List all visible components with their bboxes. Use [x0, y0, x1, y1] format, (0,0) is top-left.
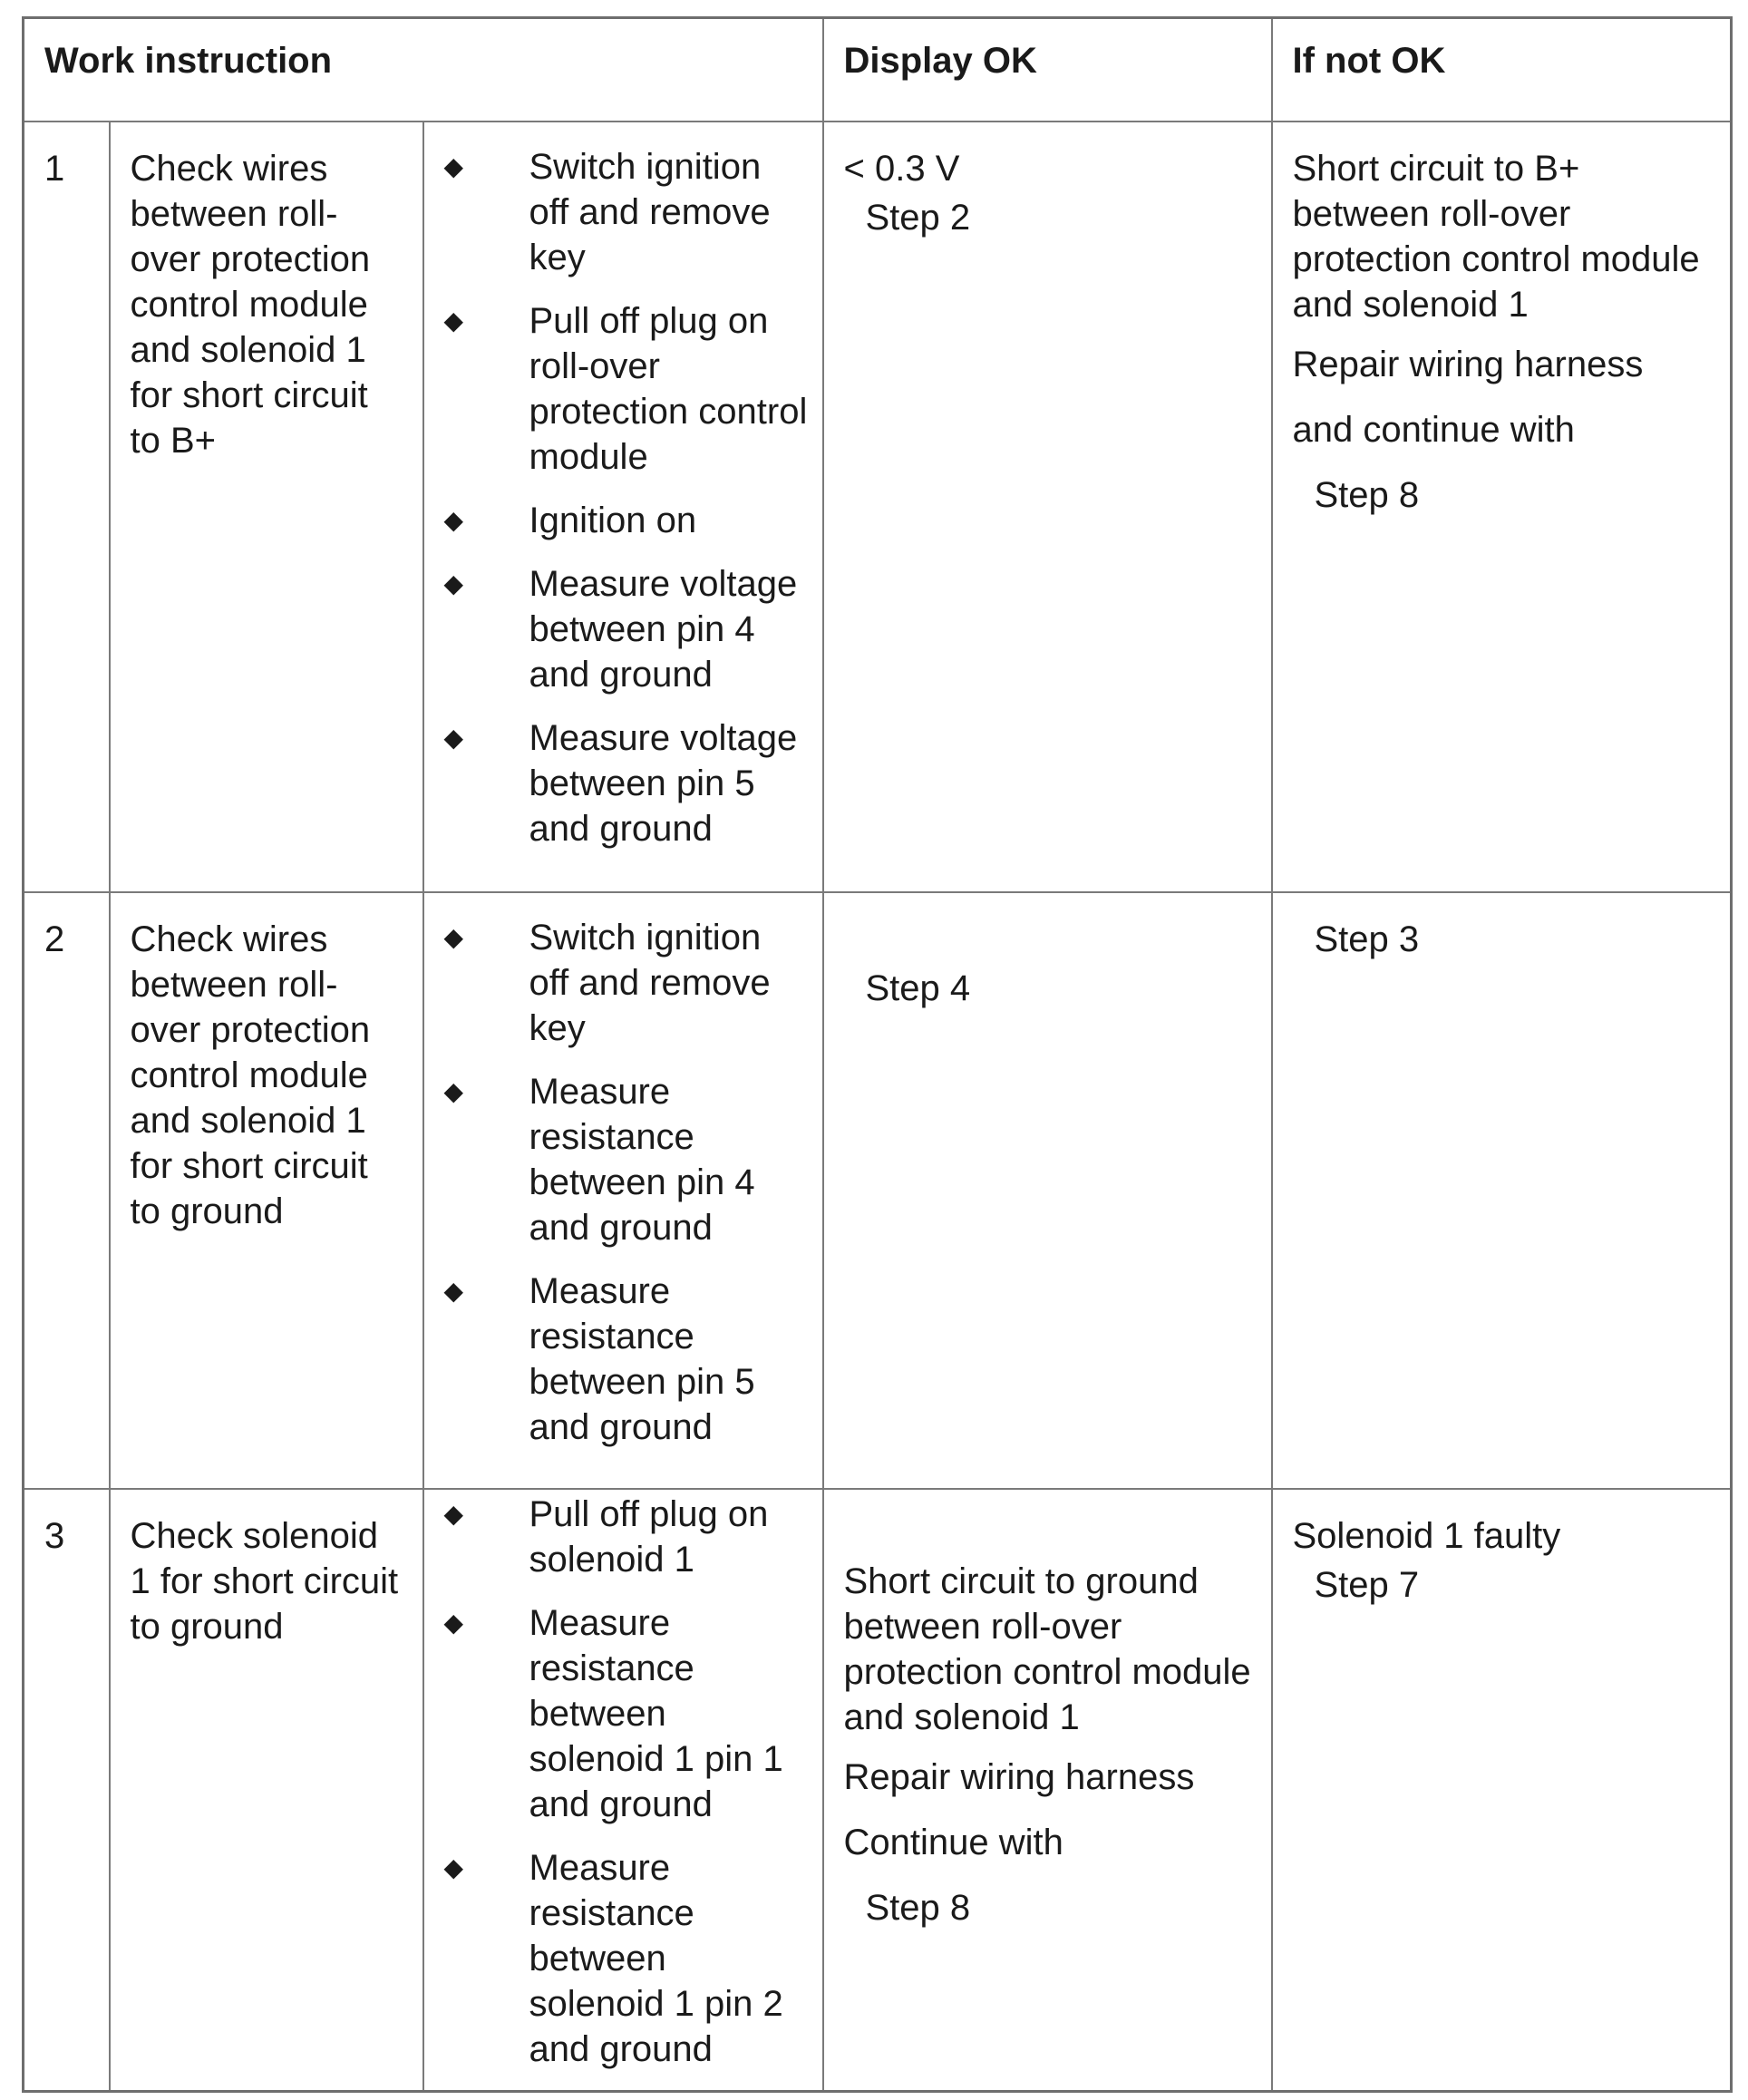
list-item — [424, 561, 810, 697]
diamond-bullet-icon: ◆ — [443, 569, 464, 598]
display-ok-cell — [823, 892, 1272, 1489]
display-value: < 0.3 V — [843, 148, 960, 189]
step-instructions — [423, 1489, 823, 2092]
instruction-text: Switch ignition off and remove key — [529, 146, 771, 277]
step-title: Check wires between roll-over protection control module and solenoid 1 for short circuit to B+ — [110, 122, 423, 892]
next-step: Step 8 — [865, 1887, 971, 1928]
instruction-text: Measure voltage between pin 5 and ground — [529, 717, 798, 849]
diamond-bullet-icon: ◆ — [443, 1499, 464, 1528]
fault-text: Short circuit to ground between roll-over protection control module and solenoid 1 — [843, 1560, 1251, 1737]
display-ok-cell — [823, 1489, 1272, 2092]
instruction-text: Measure voltage between pin 4 and ground — [529, 563, 798, 695]
if-not-ok-cell — [1272, 1489, 1732, 2092]
header-display-ok: Display OK — [823, 18, 1272, 122]
if-not-ok-cell — [1272, 122, 1732, 892]
step-title: Check wires between roll-over protection control module and solenoid 1 for short circuit to ground — [110, 892, 423, 1489]
diamond-bullet-icon: ◆ — [443, 723, 464, 752]
diamond-bullet-icon: ◆ — [443, 1076, 464, 1105]
fault-text: Solenoid 1 faulty — [1292, 1515, 1561, 1556]
fault-text: Short circuit to B+ between roll-over protection control module and solenoid 1 — [1292, 148, 1700, 325]
diamond-bullet-icon: ◆ — [443, 1852, 464, 1881]
diamond-bullet-icon: ◆ — [443, 151, 464, 180]
step-title: Check solenoid 1 for short circuit to ground — [110, 1489, 423, 2092]
next-step: Step 3 — [1314, 919, 1420, 959]
action-text: Repair wiring harness — [843, 1756, 1195, 1797]
list-item — [424, 298, 810, 480]
diamond-bullet-icon: ◆ — [443, 505, 464, 534]
list-item — [424, 1492, 810, 1582]
list-item — [424, 715, 810, 851]
instruction-text: Measure resistance between solenoid 1 pin 1 and ground — [529, 1602, 783, 1824]
list-item — [424, 915, 810, 1051]
instruction-text: Measure resistance between pin 4 and ground — [529, 1071, 755, 1248]
table-row — [24, 1489, 1732, 2092]
instruction-text: Measure resistance between pin 5 and ground — [529, 1270, 755, 1447]
if-not-ok-cell — [1272, 892, 1732, 1489]
instruction-text: Switch ignition off and remove key — [529, 917, 771, 1048]
header-if-not-ok: If not OK — [1272, 18, 1732, 122]
list-item — [424, 144, 810, 280]
continue-text: and continue with — [1292, 409, 1575, 450]
table-row — [24, 892, 1732, 1489]
work-instruction-table — [22, 16, 1733, 2093]
continue-text: Continue with — [843, 1822, 1063, 1862]
step-number: 3 — [24, 1489, 110, 2092]
list-item — [424, 1600, 810, 1827]
step-instructions — [423, 122, 823, 892]
instruction-text: Pull off plug on solenoid 1 — [529, 1493, 769, 1580]
step-number: 1 — [24, 122, 110, 892]
action-text: Repair wiring harness — [1292, 344, 1644, 384]
instruction-text: Pull off plug on roll-over protection control module — [529, 300, 808, 477]
next-step: Step 7 — [1314, 1564, 1420, 1605]
header-row — [24, 18, 1732, 122]
instruction-text: Measure resistance between solenoid 1 pin 2 and ground — [529, 1847, 783, 2069]
next-step: Step 2 — [865, 197, 971, 238]
instruction-text: Ignition on — [529, 500, 697, 540]
diamond-bullet-icon: ◆ — [443, 1608, 464, 1637]
diamond-bullet-icon: ◆ — [443, 922, 464, 951]
table-row — [24, 122, 1732, 892]
next-step: Step 4 — [865, 967, 971, 1008]
next-step: Step 8 — [1314, 474, 1420, 515]
list-item — [424, 1269, 810, 1450]
header-work-instruction: Work instruction — [24, 18, 823, 122]
display-ok-cell — [823, 122, 1272, 892]
diamond-bullet-icon: ◆ — [443, 1276, 464, 1305]
list-item — [424, 498, 810, 543]
list-item — [424, 1845, 810, 2072]
step-instructions — [423, 892, 823, 1489]
list-item — [424, 1069, 810, 1250]
step-number: 2 — [24, 892, 110, 1489]
diamond-bullet-icon: ◆ — [443, 306, 464, 335]
